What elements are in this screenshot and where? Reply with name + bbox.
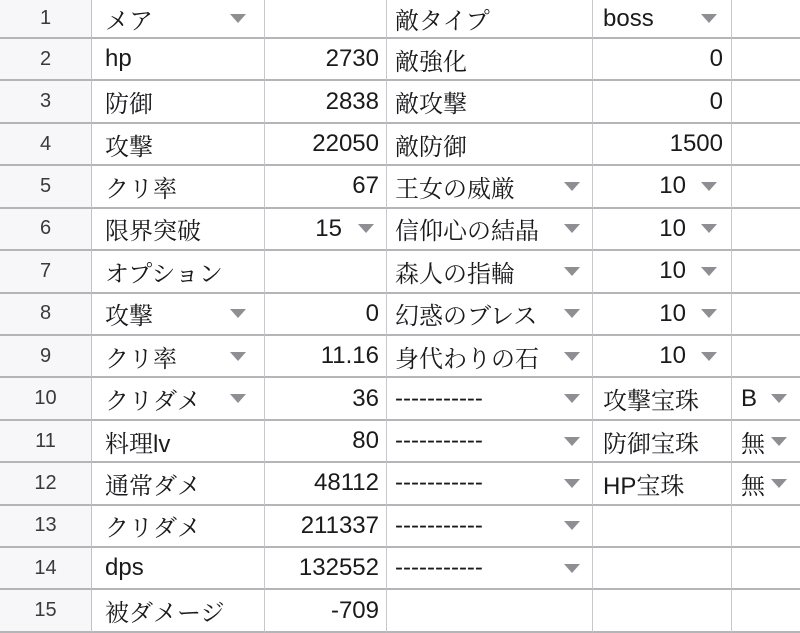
cell-text: 攻撃宝珠 (603, 388, 699, 416)
cell-text: ----------- (395, 384, 483, 412)
cell-text: オプション (105, 260, 223, 288)
dropdown-icon[interactable] (701, 309, 717, 318)
cell-E4[interactable] (593, 124, 732, 166)
dropdown-icon[interactable] (771, 394, 787, 403)
cell-D12[interactable] (387, 463, 593, 505)
cell-text: クリダメ (105, 388, 201, 416)
row-header-9[interactable] (0, 336, 92, 378)
cell-text: ----------- (395, 469, 483, 497)
cell-B2[interactable] (92, 39, 265, 81)
row-number: 12 (34, 471, 57, 494)
cell-B9[interactable] (92, 336, 265, 378)
row-header-11[interactable] (0, 421, 92, 463)
row-header-2[interactable] (0, 39, 92, 81)
cell-text: 通常ダメ (105, 472, 201, 500)
row-number: 7 (39, 259, 52, 282)
cell-E10[interactable] (593, 378, 732, 420)
dropdown-icon[interactable] (564, 394, 580, 403)
cell-text: 無 (741, 430, 765, 458)
dropdown-icon[interactable] (564, 352, 580, 361)
cell-text: 80 (352, 427, 379, 454)
dropdown-icon[interactable] (701, 352, 717, 361)
cell-D1[interactable] (387, 0, 593, 39)
cell-E7[interactable] (593, 251, 732, 293)
row-number: 4 (39, 132, 52, 155)
cell-D14[interactable] (387, 548, 593, 590)
cell-B8[interactable] (92, 294, 265, 336)
cell-C5[interactable] (265, 166, 387, 208)
cell-E11[interactable] (593, 421, 732, 463)
row-number: 3 (39, 90, 52, 113)
cell-D3[interactable] (387, 81, 593, 123)
dropdown-icon[interactable] (230, 14, 246, 23)
cell-text: 敵強化 (395, 48, 467, 76)
cell-F10[interactable] (732, 378, 800, 420)
cell-B7[interactable] (92, 251, 265, 293)
row-number: 5 (39, 174, 52, 197)
cell-text: 攻撃 (105, 303, 153, 331)
cell-text: クリ率 (105, 345, 177, 373)
dropdown-icon[interactable] (230, 394, 246, 403)
cell-D4[interactable] (387, 124, 593, 166)
row-header-4[interactable] (0, 124, 92, 166)
cell-F1[interactable] (732, 0, 800, 39)
dropdown-icon[interactable] (564, 267, 580, 276)
cell-text: 211337 (300, 511, 379, 539)
row-header-6[interactable] (0, 209, 92, 251)
dropdown-icon[interactable] (564, 224, 580, 233)
cell-B1[interactable] (92, 0, 265, 39)
cell-text: 11.16 (320, 342, 379, 370)
dropdown-icon[interactable] (358, 224, 374, 233)
cell-text: 67 (352, 172, 379, 200)
dropdown-icon[interactable] (564, 564, 580, 573)
row-header-3[interactable] (0, 81, 92, 123)
row-number: 10 (34, 387, 57, 410)
cell-B13[interactable] (92, 506, 265, 548)
cell-E2[interactable] (593, 39, 732, 81)
cell-C9[interactable] (265, 336, 387, 378)
cell-text: 防御 (105, 91, 153, 119)
cell-D7[interactable] (387, 251, 593, 293)
row-number: 11 (35, 429, 56, 452)
cell-D6[interactable] (387, 209, 593, 251)
dropdown-icon[interactable] (701, 267, 717, 276)
cell-text: 1500 (669, 130, 723, 158)
dropdown-icon[interactable] (701, 224, 717, 233)
cell-text: 0 (709, 45, 723, 73)
row-number: 15 (34, 599, 57, 622)
cell-C6[interactable] (265, 209, 387, 251)
cell-text: クリ率 (105, 175, 177, 203)
dropdown-icon[interactable] (701, 14, 717, 23)
cell-C14[interactable] (265, 548, 387, 590)
cell-F14[interactable] (732, 548, 800, 590)
cell-text: 22050 (312, 130, 379, 158)
cell-C11[interactable] (265, 421, 387, 463)
cell-D13[interactable] (387, 506, 593, 548)
cell-F11[interactable] (732, 421, 800, 463)
cell-text: 2838 (325, 87, 379, 115)
cell-text: 無 (741, 472, 765, 500)
cell-text: クリダメ (105, 515, 201, 543)
cell-F8[interactable] (732, 294, 800, 336)
cell-text: 森人の指輪 (395, 260, 515, 288)
cell-E1[interactable] (593, 0, 732, 39)
cell-text: 36 (352, 384, 379, 412)
cell-B12[interactable] (92, 463, 265, 505)
cell-text: 132552 (298, 554, 379, 582)
cell-text: 15 (315, 214, 342, 242)
cell-F7[interactable] (732, 251, 800, 293)
cell-text: 身代わりの石 (395, 345, 539, 373)
cell-text: 48112 (314, 469, 379, 497)
cell-F4[interactable] (732, 124, 800, 166)
cell-E9[interactable] (593, 336, 732, 378)
row-number: 2 (39, 47, 52, 70)
dropdown-icon[interactable] (564, 182, 580, 191)
row-number: 6 (39, 217, 52, 240)
cell-text: 被ダメージ (105, 600, 225, 628)
cell-C1[interactable] (265, 0, 387, 39)
dropdown-icon[interactable] (564, 437, 580, 446)
cell-text: 2730 (325, 45, 379, 73)
cell-C15[interactable] (265, 590, 387, 632)
row-number: 14 (34, 556, 57, 579)
row-number: 13 (34, 514, 57, 537)
cell-text: 敵攻撃 (395, 91, 467, 119)
row-header-1[interactable] (0, 0, 92, 39)
cell-C7[interactable] (265, 251, 387, 293)
row-header-14[interactable] (0, 548, 92, 590)
row-number: 8 (39, 302, 52, 325)
cell-text: 10 (659, 214, 686, 242)
row-header-7[interactable] (0, 251, 92, 293)
cell-D5[interactable] (387, 166, 593, 208)
cell-text: 防御宝珠 (603, 430, 699, 458)
dropdown-icon[interactable] (701, 182, 717, 191)
row-header-10[interactable] (0, 378, 92, 420)
cell-text: 10 (659, 342, 686, 370)
cell-F9[interactable] (732, 336, 800, 378)
cell-E14[interactable] (593, 548, 732, 590)
cell-text: 王女の威厳 (395, 175, 515, 203)
cell-F12[interactable] (732, 463, 800, 505)
cell-D11[interactable] (387, 421, 593, 463)
cell-C13[interactable] (265, 506, 387, 548)
cell-D9[interactable] (387, 336, 593, 378)
cell-E6[interactable] (593, 209, 732, 251)
cell-text: 幻惑のブレス (395, 303, 538, 331)
dropdown-icon[interactable] (564, 309, 580, 318)
cell-text: ----------- (395, 554, 483, 582)
row-header-15[interactable] (0, 590, 92, 632)
cell-B4[interactable] (92, 124, 265, 166)
cell-text: 限界突破 (105, 218, 201, 246)
cell-text: 10 (659, 172, 686, 200)
cell-B15[interactable] (92, 590, 265, 632)
cell-text: -709 (330, 596, 379, 624)
cell-text: 信仰心の結晶 (395, 218, 539, 246)
cell-text: 10 (659, 299, 686, 327)
cell-text: boss (603, 4, 654, 32)
cell-text: 料理lv (105, 430, 171, 458)
cell-text: 敵タイプ (395, 8, 490, 35)
cell-C8[interactable] (265, 294, 387, 336)
cell-F15[interactable] (732, 590, 800, 632)
cell-B3[interactable] (92, 81, 265, 123)
dropdown-icon[interactable] (564, 521, 580, 530)
cell-F5[interactable] (732, 166, 800, 208)
cell-C10[interactable] (265, 378, 387, 420)
cell-E12[interactable] (593, 463, 732, 505)
row-number: 1 (39, 7, 52, 29)
cell-text: ----------- (395, 511, 483, 539)
cell-B11[interactable] (92, 421, 265, 463)
cell-text: 攻撃 (105, 133, 153, 161)
row-number: 9 (39, 344, 52, 367)
dropdown-icon[interactable] (230, 352, 246, 361)
cell-C12[interactable] (265, 463, 387, 505)
cell-C4[interactable] (265, 124, 387, 166)
cell-text: B (741, 384, 758, 412)
cell-C3[interactable] (265, 81, 387, 123)
cell-F13[interactable] (732, 506, 800, 548)
cell-E5[interactable] (593, 166, 732, 208)
cell-E8[interactable] (593, 294, 732, 336)
cell-text: ----------- (395, 427, 483, 454)
row-header-5[interactable] (0, 166, 92, 208)
cell-E15[interactable] (593, 590, 732, 632)
cell-B6[interactable] (92, 209, 265, 251)
cell-text: 敵防御 (395, 133, 467, 161)
cell-F3[interactable] (732, 81, 800, 123)
cell-D2[interactable] (387, 39, 593, 81)
cell-text: 0 (709, 87, 723, 115)
dropdown-icon[interactable] (564, 479, 580, 488)
row-header-13[interactable] (0, 506, 92, 548)
row-header-8[interactable] (0, 294, 92, 336)
cell-D10[interactable] (387, 378, 593, 420)
cell-C2[interactable] (265, 39, 387, 81)
dropdown-icon[interactable] (771, 437, 787, 446)
cell-text: メア (105, 8, 153, 35)
cell-D15[interactable] (387, 590, 593, 632)
cell-B5[interactable] (92, 166, 265, 208)
cell-text: 10 (659, 257, 686, 285)
cell-text: HP宝珠 (603, 472, 685, 500)
cell-E13[interactable] (593, 506, 732, 548)
cell-E3[interactable] (593, 81, 732, 123)
cell-text: hp (105, 45, 132, 73)
cell-D8[interactable] (387, 294, 593, 336)
dropdown-icon[interactable] (771, 479, 787, 488)
cell-text: 0 (365, 299, 379, 327)
cell-B10[interactable] (92, 378, 265, 420)
row-header-12[interactable] (0, 463, 92, 505)
cell-text: dps (105, 554, 144, 582)
cell-F2[interactable] (732, 39, 800, 81)
cell-F6[interactable] (732, 209, 800, 251)
cell-B14[interactable] (92, 548, 265, 590)
dropdown-icon[interactable] (230, 309, 246, 318)
